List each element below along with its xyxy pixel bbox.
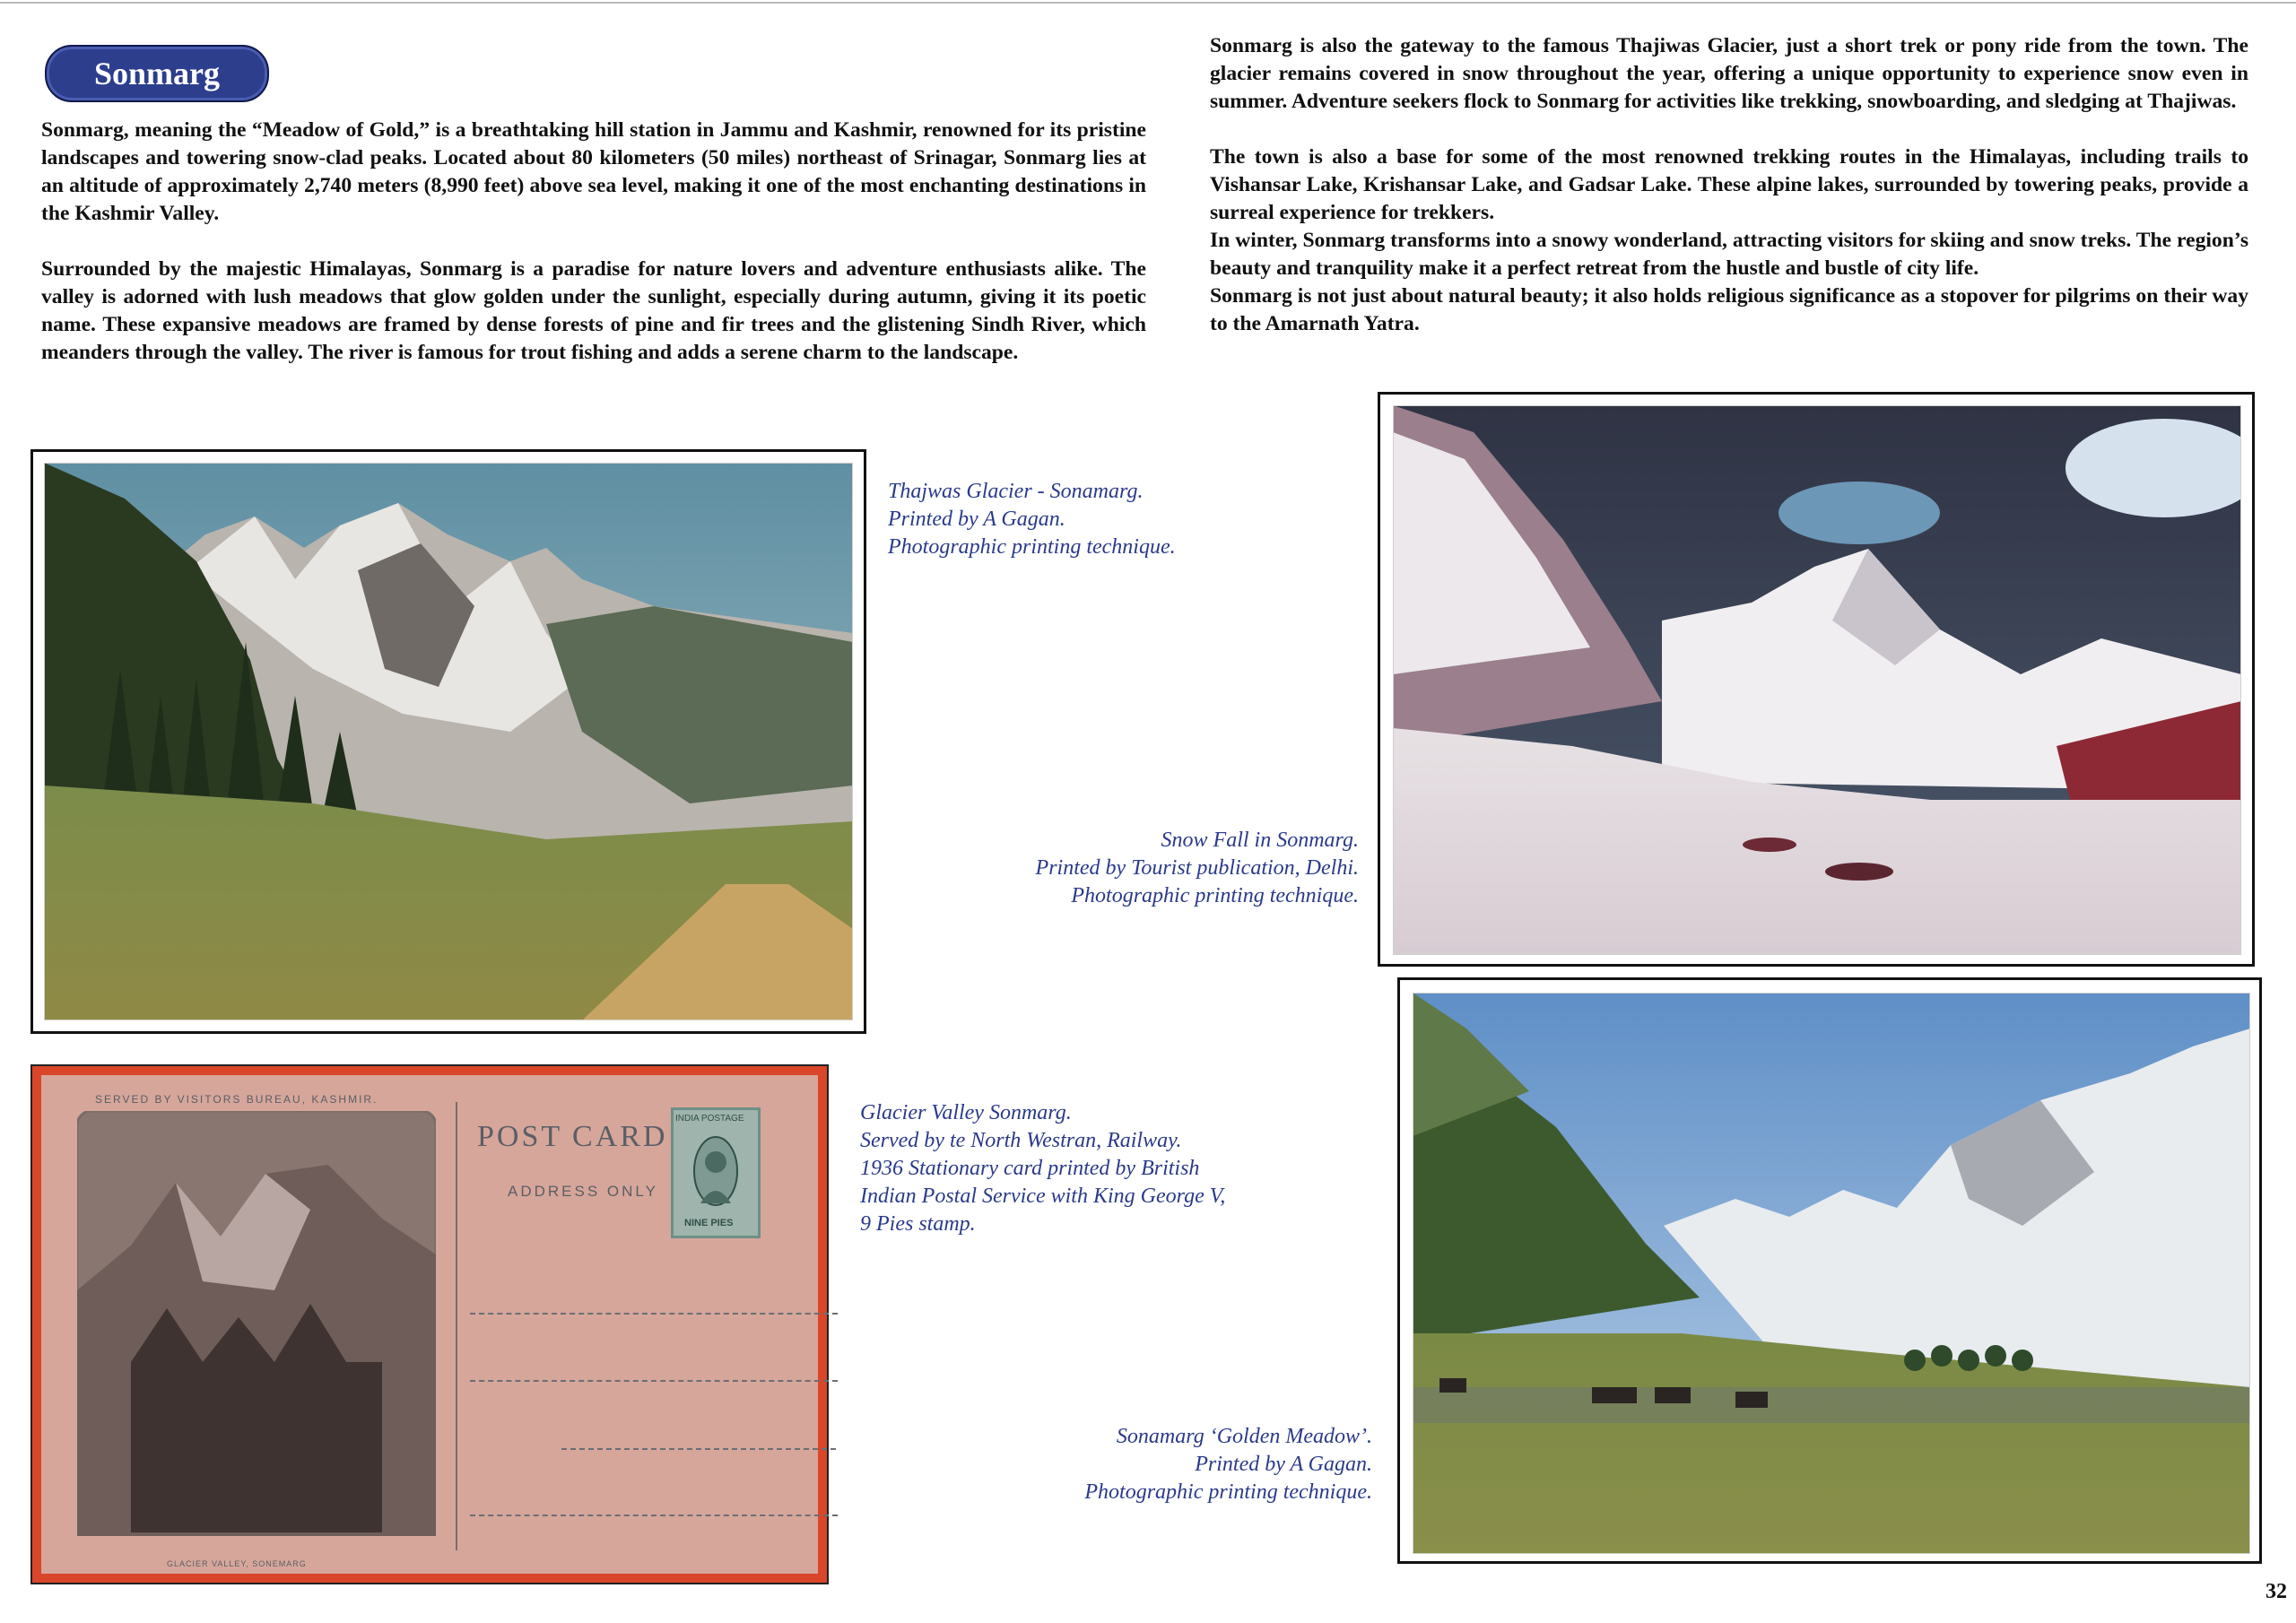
top-rule: [0, 2, 2296, 4]
postcard-frame: [30, 1064, 829, 1584]
gateway-paragraph-4: Sonmarg is not just about natural beauty; it also holds religious significance as a stopover for pilgrims on their way to the Amarnath Yatra.: [1210, 284, 2248, 335]
postcard-stamp: [671, 1107, 761, 1238]
stamp-bottom-label: NINE PIES: [684, 1218, 734, 1228]
page-title: Sonmarg: [45, 45, 269, 102]
gateway-paragraph-3: In winter, Sonmarg transforms into a snowy wonderland, attracting visitors for skiing and snow treks. The region’s beauty and tranquility make it a perfect retreat from the hustle and bustle of city life.: [1210, 229, 2248, 280]
postcard-address-label: ADDRESS ONLY: [508, 1183, 658, 1200]
postcard-glacier-image: [77, 1111, 436, 1536]
golden-meadow-caption: Sonamarg ‘Golden Meadow’. Printed by A Gagan. Photographic printing technique.: [1084, 1425, 1372, 1504]
stamp-top-label: INDIA POSTAGE: [675, 1114, 744, 1124]
gateway-text: [1210, 32, 2248, 338]
snowfall-frame: [1378, 392, 2255, 967]
gateway-paragraph-1: Sonmarg is also the gateway to the famous Thajiwas Glacier, just a short trek or pony ride from the town. The glacier remains covered in snow throughout the year, offering a unique opportunity to experience snow even in summer. Adventure seekers flock to Sonmarg for activities like trekking, snowboarding, and sledging at Thajiwas.: [1210, 34, 2248, 113]
thajwas-glacier-photo: [44, 463, 853, 1020]
glacier-valley-caption: Glacier Valley Sonmarg. Served by te North Westran, Railway. 1936 Stationary card printed by British Indian Postal Service with King George V, 9 Pies stamp.: [860, 1101, 1226, 1236]
postcard-heading: POST CARD: [477, 1120, 668, 1153]
snowfall-caption: Snow Fall in Sonmarg. Printed by Tourist publication, Delhi. Photographic printing technique.: [1035, 829, 1359, 907]
golden-meadow-frame: [1397, 977, 2262, 1564]
golden-meadow-photo: [1413, 993, 2250, 1554]
address-line-2: [470, 1380, 838, 1382]
gateway-paragraph-2: The town is also a base for some of the most renowned trekking routes in the Himalayas, including trails to Vishansar Lake, Krishansar Lake, and Gadsar Lake. These alpine lakes, surrounded by towering peaks, provide a surreal experience for trekkers.: [1210, 145, 2248, 224]
postcard: [41, 1075, 818, 1574]
thajwas-glacier-frame: [30, 449, 866, 1034]
postcard-top-label: SERVED BY VISITORS BUREAU, KASHMIR.: [95, 1093, 378, 1106]
address-line-4: [470, 1515, 838, 1516]
intro-paragraph-2: Surrounded by the majestic Himalayas, Sonmarg is a paradise for nature lovers and adventure enthusiasts alike. The valley is adorned with lush meadows that glow golden under the sunlight, especially during autumn, giving it its poetic name. These expansive meadows are framed by dense forests of pine and fir trees and the glistening Sindh River, which meanders through the valley. The river is famous for trout fishing and adds a serene charm to the landscape.: [41, 257, 1146, 364]
postcard-divider: [456, 1102, 457, 1550]
page-number: 32: [2266, 1580, 2287, 1603]
postcard-bottom-label: GLACIER VALLEY, SONEMARG: [167, 1559, 307, 1568]
snowfall-photo: [1393, 405, 2241, 955]
address-line-1: [470, 1313, 838, 1315]
king-george-portrait-icon: [691, 1133, 740, 1209]
address-line-3: [561, 1448, 836, 1450]
thajwas-glacier-caption: Thajwas Glacier - Sonamarg. Printed by A Gagan. Photographic printing technique.: [888, 480, 1176, 559]
intro-paragraph-1: Sonmarg, meaning the “Meadow of Gold,” is a breathtaking hill station in Jammu and Kashmir, renowned for its pristine landscapes and towering snow-clad peaks. Located about 80 kilometers (50 miles) northeast of Srinagar, Sonmarg lies at an altitude of approximately 2,740 meters (8,990 feet) above sea level, making it one of the most enchanting destinations in the Kashmir Valley.: [41, 118, 1146, 225]
intro-text: [41, 117, 1146, 367]
